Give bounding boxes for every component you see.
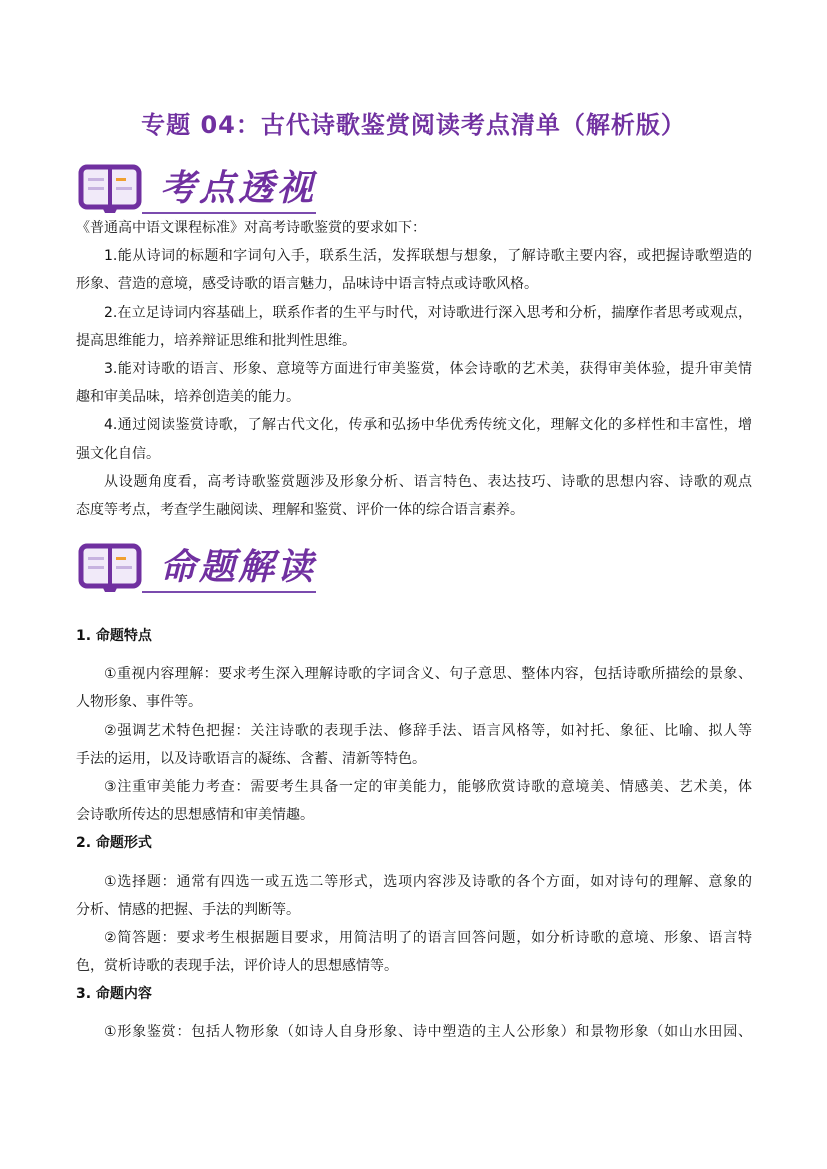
paragraph-line: 提高思维能力，培养辩证思维和批判性思维。	[76, 332, 356, 349]
paragraph-line: 3.能对诗歌的语言、形象、意境等方面进行审美鉴赏，体会诗歌的艺术美，获得审美体验，提升审美情	[104, 360, 752, 377]
list-item	[76, 773, 752, 829]
list-item	[76, 660, 752, 716]
requirement-paragraph	[76, 355, 752, 411]
paragraph-line: 趣和审美品味，培养创造美的能力。	[76, 389, 300, 406]
paragraph-line: ①重视内容理解：要求考生深入理解诗歌的字词含义、句子意思、整体内容，包括诗歌所描绘的景象、	[104, 666, 752, 683]
subsection-heading: 3. 命题内容	[76, 986, 152, 1003]
section-header-analysis	[78, 543, 338, 595]
paragraph-line: ③注重审美能力考查：需要考生具备一定的审美能力，能够欣赏诗歌的意境美、情感美、艺术美，体	[104, 778, 752, 795]
intro-line: 《普通高中语文课程标准》对高考诗歌鉴赏的要求如下：	[76, 220, 426, 236]
paragraph-line: 分析、情感的把握、手法的判断等。	[76, 901, 300, 918]
list-item	[76, 924, 752, 980]
requirement-paragraph	[76, 299, 752, 355]
list-item	[76, 1018, 752, 1046]
section-header-overview	[78, 164, 338, 216]
section-heading-text: 命题解读	[160, 546, 317, 588]
subsection-heading: 2. 命题形式	[76, 835, 152, 852]
paragraph-line: 4.通过阅读鉴赏诗歌，了解古代文化，传承和弘扬中华优秀传统文化，理解文化的多样性和丰富性，增	[104, 417, 752, 434]
section-heading-text: 考点透视	[160, 167, 317, 209]
paragraph-line: 会诗歌所传达的思想感情和审美情趣。	[76, 807, 314, 824]
requirement-paragraph	[76, 411, 752, 467]
paragraph-line: 从设题角度看，高考诗歌鉴赏题涉及形象分析、语言特色、表达技巧、诗歌的思想内容、诗歌的观点	[104, 473, 752, 490]
paragraph-line: ②简答题：要求考生根据题目要求，用简洁明了的语言回答问题，如分析诗歌的意境、形象、语言特	[104, 929, 752, 946]
paragraph-line: ①形象鉴赏：包括人物形象（如诗人自身形象、诗中塑造的主人公形象）和景物形象（如山水田园、	[104, 1024, 752, 1041]
list-item	[76, 868, 752, 924]
paragraph-line: 人物形象、事件等。	[76, 694, 202, 711]
paragraph-line: 1.能从诗词的标题和字词句入手，联系生活，发挥联想与想象，了解诗歌主要内容，或把握诗歌塑造的	[104, 248, 752, 265]
list-item	[76, 717, 752, 773]
paragraph-line: 形象、营造的意境，感受诗歌的语言魅力，品味诗中语言特点或诗歌风格。	[76, 276, 538, 293]
paragraph-line: ①选择题：通常有四选一或五选二等形式，选项内容涉及诗歌的各个方面，如对诗句的理解、意象的	[104, 873, 752, 890]
book-icon	[78, 164, 142, 214]
book-icon	[78, 543, 142, 593]
heading-underline	[142, 591, 316, 593]
paragraph-line: 强文化自信。	[76, 445, 160, 462]
paragraph-line: 2.在立足诗词内容基础上，联系作者的生平与时代，对诗歌进行深入思考和分析，揣摩作者思考或观点，	[104, 304, 752, 321]
requirement-paragraph	[76, 242, 752, 298]
analysis-section	[76, 622, 752, 1047]
paragraph-line: 态度等考点，考查学生融阅读、理解和鉴赏、评价一体的综合语言素养。	[76, 501, 524, 518]
paragraph-line: 手法的运用，以及诗歌语言的凝练、含蓄、清新等特色。	[76, 750, 426, 767]
paragraph-line: 色，赏析诗歌的表现手法，评价诗人的思想感情等。	[76, 958, 398, 975]
summary-paragraph	[76, 468, 752, 524]
page-title: 专题 04：古代诗歌鉴赏阅读考点清单（解析版）	[141, 111, 686, 139]
subsection-heading: 1. 命题特点	[76, 628, 152, 644]
paragraph-line: ②强调艺术特色把握：关注诗歌的表现手法、修辞手法、语言风格等，如衬托、象征、比喻、拟人等	[104, 722, 752, 739]
overview-section	[76, 214, 752, 524]
